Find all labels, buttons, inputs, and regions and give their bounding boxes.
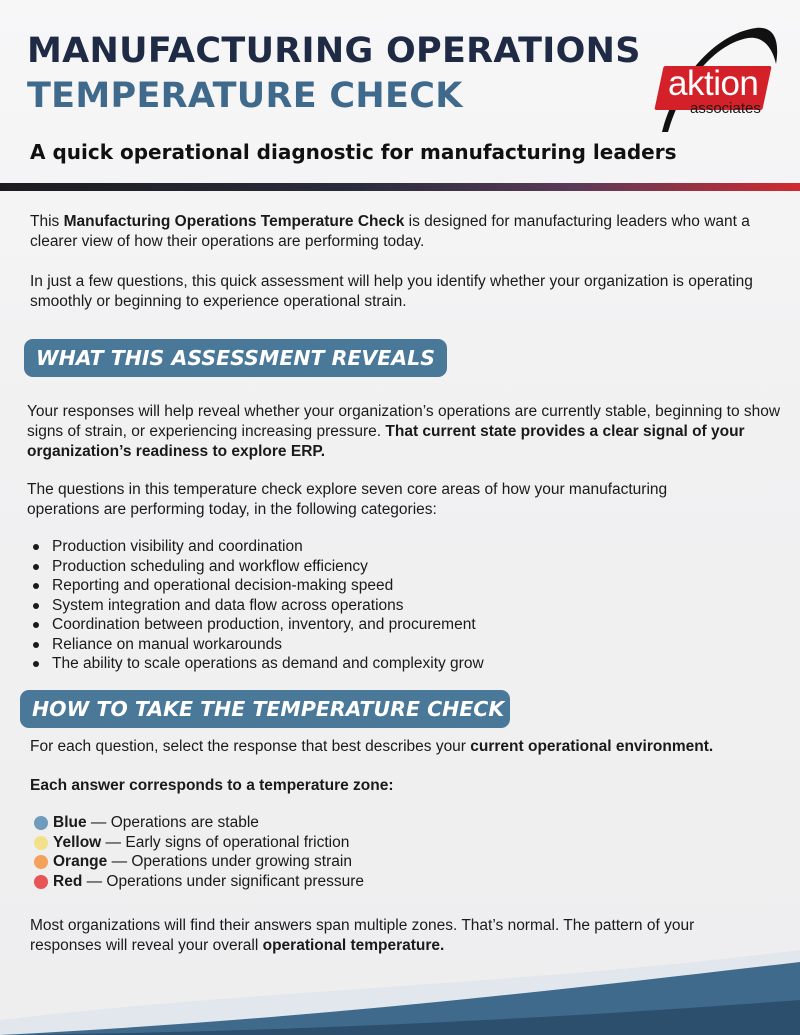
how-to-paragraph: For each question, select the response that best describes your current operational environment. <box>30 738 714 755</box>
intro-paragraph-2: In just a few questions, this quick assessment will help you identify whether your organization is operating smoothly or beginning to experience operational strain. <box>30 273 753 310</box>
category-list <box>30 537 484 674</box>
list-item: Coordination between production, inventory, and procurement <box>30 615 484 635</box>
section-heading-how-to: HOW TO TAKE THE TEMPERATURE CHECK <box>20 690 510 728</box>
reveals-paragraph-2: The questions in this temperature check explore seven core areas of how your manufacturing operations are performing today, in the following categories: <box>27 481 668 518</box>
list-item: Production scheduling and workflow efficiency <box>30 557 484 577</box>
list-item: Reliance on manual workarounds <box>30 635 484 655</box>
page-subtitle: A quick operational diagnostic for manufacturing leaders <box>30 140 677 164</box>
logo-subtext: associates <box>690 100 761 117</box>
list-item: The ability to scale operations as demand and complexity grow <box>30 654 484 674</box>
list-item: System integration and data flow across operations <box>30 596 484 616</box>
list-item: Reporting and operational decision-making speed <box>30 576 484 596</box>
list-item: Production visibility and coordination <box>30 537 484 557</box>
aktion-associates-logo <box>652 24 782 134</box>
red-dot-icon <box>34 875 48 889</box>
title-line-2: TEMPERATURE CHECK <box>27 76 463 116</box>
reveals-paragraph-1: Your responses will help reveal whether your organization’s operations are currently stable, beginning to show signs of strain, or experiencing increasing pressure. That current state provides a clear signal of your organization’s readiness to explore ERP. <box>27 403 781 460</box>
closing-paragraph: Most organizations will find their answers span multiple zones. That’s normal. The pattern of your responses will reveal your overall operational temperature. <box>30 917 695 954</box>
blue-dot-icon <box>34 816 48 830</box>
zone-item-yellow: Yellow — Early signs of operational friction <box>34 833 364 853</box>
temperature-zone-list <box>34 813 364 892</box>
yellow-dot-icon <box>34 836 48 850</box>
zone-item-orange: Orange — Operations under growing strain <box>34 852 364 872</box>
title-line-1: MANUFACTURING OPERATIONS <box>27 31 641 71</box>
zone-item-blue: Blue — Operations are stable <box>34 813 364 833</box>
header-divider <box>0 183 800 191</box>
section-heading-reveals: WHAT THIS ASSESSMENT REVEALS <box>24 339 447 377</box>
intro-paragraph-1: This Manufacturing Operations Temperature Check is designed for manufacturing leaders who want a clearer view of how their operations are performing today. <box>30 213 750 250</box>
zones-heading: Each answer corresponds to a temperature zone: <box>30 777 394 794</box>
logo-wordmark: aktion <box>668 64 759 103</box>
orange-dot-icon <box>34 855 48 869</box>
zone-item-red: Red — Operations under significant pressure <box>34 872 364 892</box>
